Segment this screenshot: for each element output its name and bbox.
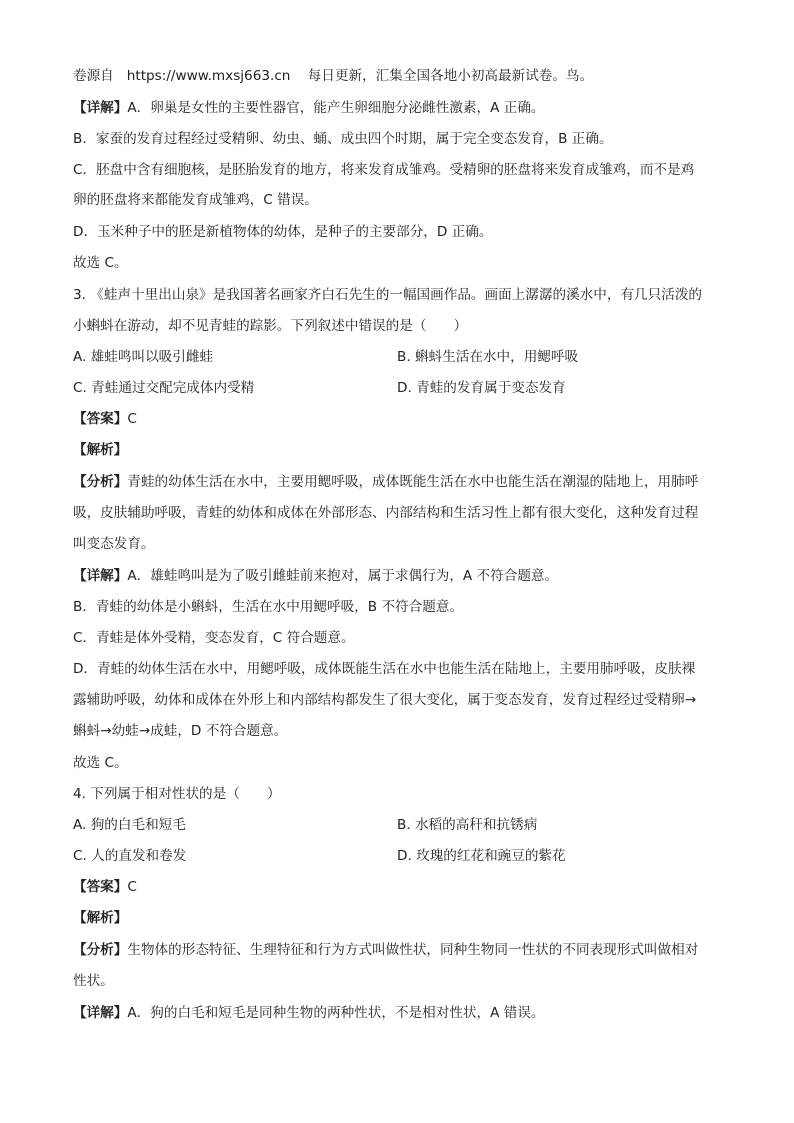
q4-stem: 4. 下列属于相对性状的是（ ） [73, 786, 281, 802]
q4-answer: 【答案】C [73, 879, 137, 895]
q2-detail-line-c1: C．胚盘中含有细胞核，是胚胎发育的地方，将来发育成雏鸡。受精卵的胚盘将来发育成雏鸡，而不是鸡 [73, 162, 695, 178]
q2-detail-line-c2: 卵的胚盘将来都能发育成雏鸡，C 错误。 [73, 192, 318, 208]
q3-detail-line-d1: D．青蛙的幼体生活在水中，用鳃呼吸，成体既能生活在水中也能生活在陆地上，主要用肺呼吸，皮肤裸 [73, 661, 696, 677]
q3-option-d: D. 青蛙的发育属于变态发育 [397, 380, 566, 396]
q4-fenxi-line-1: 【分析】生物体的形态特征、生理特征和行为方式叫做性状，同种生物同一性状的不同表现形式叫做相对 [73, 942, 699, 958]
source-url[interactable]: https://www.mxsj663.cn [126, 68, 291, 84]
q4-detail-line-a: 【详解】A．狗的白毛和短毛是同种生物的两种性状，不是相对性状，A 错误。 [73, 1005, 545, 1021]
q2-detail-line-a: 【详解】A．卵巢是女性的主要性器官，能产生卵细胞分泌雌性激素，A 正确。 [73, 100, 545, 116]
source-header [73, 66, 723, 86]
q4-analysis-tag: 【解析】 [73, 910, 128, 926]
q4-option-b: B. 水稻的高秆和抗锈病 [397, 817, 538, 833]
q3-option-a: A. 雄蛙鸣叫以吸引雌蛙 [73, 349, 214, 365]
q3-option-b: B. 蝌蚪生活在水中，用鳃呼吸 [397, 349, 579, 365]
q4-option-c: C. 人的直发和卷发 [73, 848, 187, 864]
q4-option-a: A. 狗的白毛和短毛 [73, 817, 186, 833]
q4-answer-value: C [127, 879, 137, 895]
q3-fenxi-line-1: 【分析】青蛙的幼体生活在水中，主要用鳃呼吸，成体既能生活在水中也能生活在潮湿的陆地上，用肺呼 [73, 474, 699, 490]
q3-answer: 【答案】C [73, 411, 137, 427]
source-tagline: 每日更新，汇集全国各地小初高最新试卷。鸟。 [307, 68, 594, 84]
q3-stem-line-2: 小蝌蚪在游动，却不见青蛙的踪影。下列叙述中错误的是（ ） [73, 318, 468, 334]
q3-conclusion: 故选 C。 [73, 755, 128, 771]
q3-detail-line-c: C．青蛙是体外受精，变态发育，C 符合题意。 [73, 630, 355, 646]
source-label: 卷源自 [73, 68, 114, 84]
q2-detail-line-d: D．玉米种子中的胚是新植物体的幼体，是种子的主要部分，D 正确。 [73, 224, 493, 240]
q4-fenxi-line-2: 性状。 [73, 973, 114, 989]
q3-fenxi-line-3: 叫变态发育。 [73, 536, 155, 552]
q3-answer-value: C [127, 411, 137, 427]
q3-detail-line-b: B．青蛙的幼体是小蝌蚪，生活在水中用鳃呼吸，B 不符合题意。 [73, 599, 464, 615]
q3-detail-line-a: 【详解】A．雄蛙鸣叫是为了吸引雌蛙前来抱对，属于求偶行为，A 不符合题意。 [73, 568, 559, 584]
q2-conclusion: 故选 C。 [73, 255, 128, 271]
q3-analysis-tag: 【解析】 [73, 442, 128, 458]
q3-stem-line-1: 3. 《蛙声十里出山泉》是我国著名画家齐白石先生的一幅国画作品。画面上潺潺的溪水中，有几只活泼的 [73, 287, 703, 303]
detail-tag: 【详解】 [73, 100, 128, 116]
q3-option-c: C. 青蛙通过交配完成体内受精 [73, 380, 255, 396]
q2-detail-line-b: B．家蚕的发育过程经过受精卵、幼虫、蛹、成虫四个时期，属于完全变态发育，B 正确。 [73, 131, 613, 147]
q4-option-d: D. 玫瑰的红花和豌豆的紫花 [397, 848, 566, 864]
q3-detail-line-d3: 蝌蚪→幼蛙→成蛙，D 不符合题意。 [73, 723, 288, 739]
q3-detail-line-d2: 露辅助呼吸，幼体和成体在外形上和内部结构都发生了很大变化，属于变态发育，发育过程经过受精卵→ [73, 692, 697, 708]
q3-fenxi-line-2: 吸，皮肤辅助呼吸，青蛙的幼体和成体在外部形态、内部结构和生活习性上都有很大变化，这种发育过程 [73, 505, 699, 521]
